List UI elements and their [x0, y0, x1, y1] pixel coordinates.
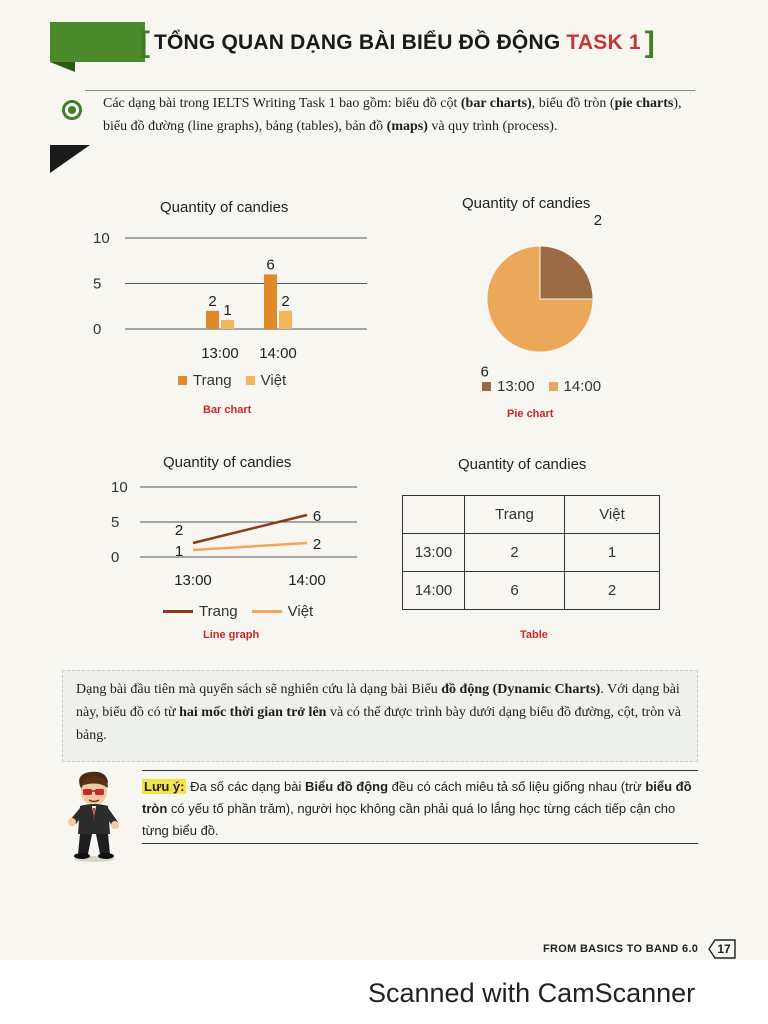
x-tick-label: 14:00	[259, 345, 297, 362]
title-text	[150, 31, 645, 55]
legend-swatch-1400	[549, 382, 558, 391]
intro-paragraph	[103, 92, 698, 138]
y-tick-label: 0	[93, 321, 102, 338]
pie-slice	[540, 246, 593, 299]
table-caption: Table	[520, 629, 548, 641]
bar-chart-legend	[178, 372, 286, 389]
note-label: Lưu ý:	[144, 779, 185, 794]
y-tick-label: 10	[93, 230, 110, 247]
pie-chart-legend	[482, 378, 601, 395]
x-tick-label: 13:00	[201, 345, 239, 362]
corner-triangle-icon	[50, 145, 90, 173]
pie-data-label: 2	[593, 212, 603, 230]
table-cell: 13:00	[403, 534, 465, 572]
data-label: 1	[174, 543, 184, 560]
table-cell: 2	[465, 534, 565, 572]
y-tick-label: 5	[111, 514, 120, 531]
data-label: 6	[266, 256, 275, 274]
intro-bold-1: (bar charts)	[460, 96, 532, 111]
title-main: TỔNG QUAN DẠNG BÀI BIỂU ĐỒ ĐỘNG	[154, 31, 567, 54]
legend-swatch-viet	[246, 376, 255, 385]
legend-item-viet	[246, 372, 287, 389]
legend-label: Trang	[199, 603, 238, 620]
x-tick-label: 14:00	[288, 572, 326, 589]
line-chart-caption: Line graph	[203, 629, 260, 641]
header-banner	[50, 22, 145, 62]
legend-label: 14:00	[563, 378, 602, 395]
table-header-cell	[403, 496, 465, 534]
info-text-1: Dạng bài đầu tiên mà quyển sách sẽ nghiên cứu là dạng bài Biểu	[76, 682, 442, 697]
note-bottom-rule	[142, 843, 698, 844]
pie-chart	[470, 212, 630, 381]
table-row	[403, 534, 660, 572]
legend-item-viet	[252, 603, 314, 620]
legend-item-1400	[549, 378, 602, 395]
info-bold-1: đồ động (Dynamic Charts)	[441, 682, 601, 697]
bar	[221, 320, 234, 329]
pie-data-label: 6	[480, 363, 489, 381]
page-number	[707, 938, 737, 960]
note-bold-2: biểu đồ tròn	[142, 779, 692, 816]
legend-swatch-1300	[482, 382, 491, 391]
table-header-cell: Trang	[465, 496, 565, 534]
data-label: 2	[312, 536, 322, 553]
intro-text-1: Các dạng bài trong IELTS Writing Task 1 bao gồm: biểu đồ cột	[103, 96, 461, 111]
title-bracket-right: ]	[644, 26, 655, 59]
bar-chart	[85, 225, 385, 370]
note-text-3: có yếu tố phần trăm), người học không cần phải quá lo lắng học từng cách tiếp cận cho từng biểu đồ.	[142, 801, 676, 838]
bar	[279, 311, 292, 329]
bar-chart-title: Quantity of candies	[160, 199, 289, 216]
table-cell: 1	[565, 534, 660, 572]
legend-label: Việt	[260, 372, 287, 389]
data-label: 6	[312, 508, 322, 525]
legend-item-1300	[482, 378, 535, 395]
legend-swatch-trang	[178, 376, 187, 385]
page-title	[140, 25, 655, 61]
intro-text-3: ), biểu đồ đường (line graphs), bảng (tables), bản đồ	[103, 96, 682, 134]
character-illustration	[62, 770, 126, 862]
intro-bold-2: pie charts	[614, 96, 674, 111]
data-label: 1	[223, 301, 232, 319]
info-paragraph	[76, 678, 688, 747]
data-label: 2	[281, 292, 290, 310]
legend-line-trang	[163, 610, 193, 613]
note-bold-1: Biểu đồ động	[305, 779, 389, 794]
table-cell: 2	[565, 572, 660, 610]
y-tick-label: 5	[93, 275, 102, 293]
note-top-rule	[142, 770, 698, 771]
y-tick-label: 0	[111, 549, 120, 566]
bar-chart-caption: Bar chart	[203, 404, 252, 416]
info-bold-2: hai mốc thời gian trở lên	[179, 705, 327, 720]
bullet-icon	[62, 100, 82, 120]
note-text-1: Đa số các dạng bài	[186, 779, 305, 794]
intro-text-2: , biểu đồ tròn (	[531, 96, 615, 111]
line-chart-legend	[163, 603, 313, 620]
bar	[264, 274, 277, 329]
table-title: Quantity of candies	[458, 456, 587, 473]
footer-book-title: FROM BASICS TO BAND 6.0	[543, 943, 699, 955]
table-cell: 14:00	[403, 572, 465, 610]
page-number-text: 17	[717, 942, 731, 956]
intro-bold-3: (maps)	[386, 119, 428, 134]
line-chart	[95, 478, 365, 593]
data-label: 2	[208, 292, 217, 310]
data-table	[402, 495, 660, 610]
data-label: 2	[174, 522, 184, 539]
legend-item-trang	[163, 603, 238, 620]
pie-chart-caption: Pie chart	[507, 408, 554, 420]
line-chart-title: Quantity of candies	[163, 454, 292, 471]
table-row	[403, 572, 660, 610]
legend-label: Trang	[193, 372, 232, 389]
table-header-cell: Việt	[565, 496, 660, 534]
legend-item-trang	[178, 372, 232, 389]
header-banner-fold	[50, 62, 75, 72]
info-text-3: và có thể được trình bày dưới dạng biểu đồ đường, cột, tròn và bảng.	[76, 705, 681, 743]
note-paragraph	[142, 776, 702, 842]
table-cell: 6	[465, 572, 565, 610]
bar	[206, 311, 219, 329]
pie-chart-title: Quantity of candies	[462, 195, 591, 212]
legend-line-viet	[252, 610, 282, 613]
intro-text-4: và quy trình (process).	[427, 119, 558, 134]
scanner-watermark: Scanned with CamScanner	[368, 978, 696, 1008]
title-accent: TASK 1	[566, 31, 641, 54]
legend-label: Việt	[287, 603, 314, 620]
series-line	[193, 515, 307, 543]
title-bracket-left: [	[140, 26, 150, 59]
table-header-row	[403, 496, 660, 534]
note-text-2: đều có cách miêu tả số liệu giống nhau (trừ	[388, 779, 646, 794]
legend-label: 13:00	[497, 378, 535, 395]
info-text-2: . Với dạng bài này, biểu đồ có từ	[76, 682, 680, 720]
y-tick-label: 10	[111, 479, 128, 496]
section-divider	[85, 90, 695, 91]
series-line	[193, 543, 307, 550]
x-tick-label: 13:00	[174, 572, 212, 589]
